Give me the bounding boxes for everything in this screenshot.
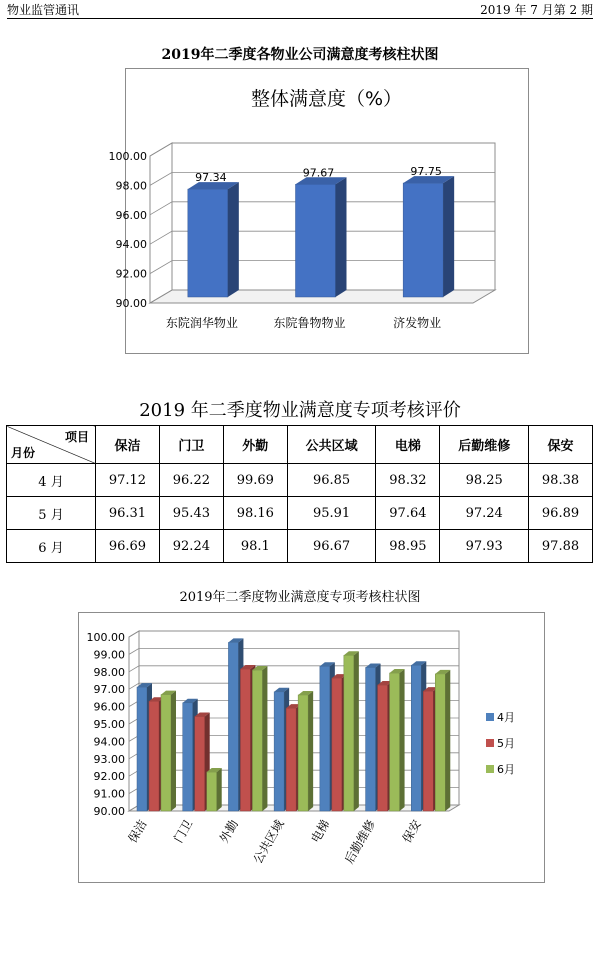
corner-top-label: 项目 <box>64 430 89 444</box>
chart1-bar <box>403 176 454 297</box>
page-header <box>7 2 593 19</box>
table-header-row <box>7 426 593 464</box>
column-header: 保洁 <box>96 426 160 464</box>
column-header: 后勤维修 <box>440 426 529 464</box>
table-cell: 98.95 <box>376 530 440 563</box>
chart2-bar <box>298 691 313 811</box>
chart2-bar <box>344 651 359 811</box>
chart1-y-tick: 100.00 <box>108 150 147 163</box>
chart2-y-tick: 93.00 <box>93 752 125 766</box>
chart2-y-tick: 94.00 <box>93 735 125 749</box>
chart1-title: 整体满意度（%） <box>251 88 403 110</box>
chart2-y-tick: 91.00 <box>93 787 125 801</box>
chart1-data-label: 97.75 <box>410 165 442 179</box>
chart1-heading: 2019年二季度各物业公司满意度考核柱状图 <box>161 47 439 63</box>
table-cell: 98.1 <box>223 530 287 563</box>
chart2-bar <box>207 768 222 811</box>
chart1-y-tick: 90.00 <box>115 297 147 310</box>
table-cell: 97.12 <box>96 464 160 497</box>
row-month: 5 月 <box>7 497 96 530</box>
chart2-x-tick: 公共区域 <box>250 817 287 867</box>
table-cell: 98.32 <box>376 464 440 497</box>
chart2-bar <box>161 691 176 811</box>
chart2-x-tick: 保洁 <box>125 817 150 846</box>
chart1-x-tick: 东院润华物业 <box>165 316 238 330</box>
table-cell: 98.38 <box>529 464 593 497</box>
table-cell: 96.85 <box>287 464 376 497</box>
chart2-x-tick: 门卫 <box>171 817 196 846</box>
issue-date: 2019 年 7 月第 2 期 <box>480 3 593 17</box>
table-cell: 92.24 <box>159 530 223 563</box>
column-header: 外勤 <box>223 426 287 464</box>
chart2-bar <box>435 670 450 811</box>
column-header: 电梯 <box>376 426 440 464</box>
chart2-x-tick: 后勤维修 <box>342 817 379 867</box>
chart1-y-tick: 94.00 <box>115 238 147 252</box>
table-cell: 96.22 <box>159 464 223 497</box>
satisfaction-table <box>6 425 593 563</box>
chart2-y-tick: 98.00 <box>93 665 125 679</box>
row-month: 4 月 <box>7 464 96 497</box>
chart2-y-tick: 100.00 <box>86 631 125 644</box>
chart1-data-label: 97.67 <box>302 166 335 180</box>
chart2-legend-label: 6月 <box>497 763 515 776</box>
chart1-x-tick: 济发物业 <box>393 316 442 330</box>
chart1-side-wall <box>150 143 172 303</box>
table-cell: 96.89 <box>529 497 593 530</box>
chart2-legend-label: 4月 <box>497 711 515 724</box>
chart2-y-tick: 90.00 <box>93 805 125 818</box>
corner-bottom-label: 月份 <box>11 446 36 460</box>
table-heading: 2019 年二季度物业满意度专项考核评价 <box>139 400 461 421</box>
chart1-data-label: 97.34 <box>195 171 227 185</box>
table-cell: 96.31 <box>96 497 160 530</box>
newsletter-name: 物业监管通讯 <box>7 3 80 17</box>
chart1-bar <box>188 182 239 297</box>
chart2-y-tick: 97.00 <box>93 683 125 697</box>
chart2-x-tick: 电梯 <box>308 817 333 846</box>
chart2-y-tick: 92.00 <box>93 770 125 784</box>
chart2-bar <box>390 669 405 811</box>
row-month: 6 月 <box>7 530 96 563</box>
chart2-y-tick: 99.00 <box>93 648 125 662</box>
chart2-legend-swatch <box>486 765 494 773</box>
table-cell: 97.24 <box>440 497 529 530</box>
table-cell: 97.88 <box>529 530 593 563</box>
chart1-y-tick: 96.00 <box>115 208 147 222</box>
table-row <box>7 497 593 530</box>
chart1-y-tick: 92.00 <box>115 267 147 281</box>
table-cell: 96.67 <box>287 530 376 563</box>
chart2-y-tick: 95.00 <box>93 718 125 731</box>
chart2-heading: 2019年二季度物业满意度专项考核柱状图 <box>179 590 421 605</box>
chart1-x-tick: 东院鲁物物业 <box>273 316 346 330</box>
chart2-legend-label: 5月 <box>497 737 515 750</box>
chart1-bar <box>296 177 347 297</box>
table-row <box>7 530 593 563</box>
table-cell: 96.69 <box>96 530 160 563</box>
column-header: 公共区域 <box>287 426 376 464</box>
table-cell: 99.69 <box>223 464 287 497</box>
chart2-x-tick: 外勤 <box>216 817 242 846</box>
table-cell: 95.91 <box>287 497 376 530</box>
overall-satisfaction-chart <box>108 68 529 354</box>
chart2-y-tick: 96.00 <box>93 700 125 714</box>
table-cell: 95.43 <box>159 497 223 530</box>
table-cell: 97.93 <box>440 530 529 563</box>
chart1-y-tick: 98.00 <box>115 179 147 193</box>
chart2-legend-swatch <box>486 739 494 747</box>
table-cell: 97.64 <box>376 497 440 530</box>
chart2-legend-swatch <box>486 713 494 721</box>
column-header: 门卫 <box>159 426 223 464</box>
table-cell: 98.25 <box>440 464 529 497</box>
corner-cell <box>7 426 96 464</box>
category-satisfaction-chart <box>78 612 545 883</box>
table-row <box>7 464 593 497</box>
column-header: 保安 <box>529 426 593 464</box>
chart2-x-tick: 保安 <box>399 817 424 846</box>
table-cell: 98.16 <box>223 497 287 530</box>
chart2-bar <box>252 666 267 811</box>
